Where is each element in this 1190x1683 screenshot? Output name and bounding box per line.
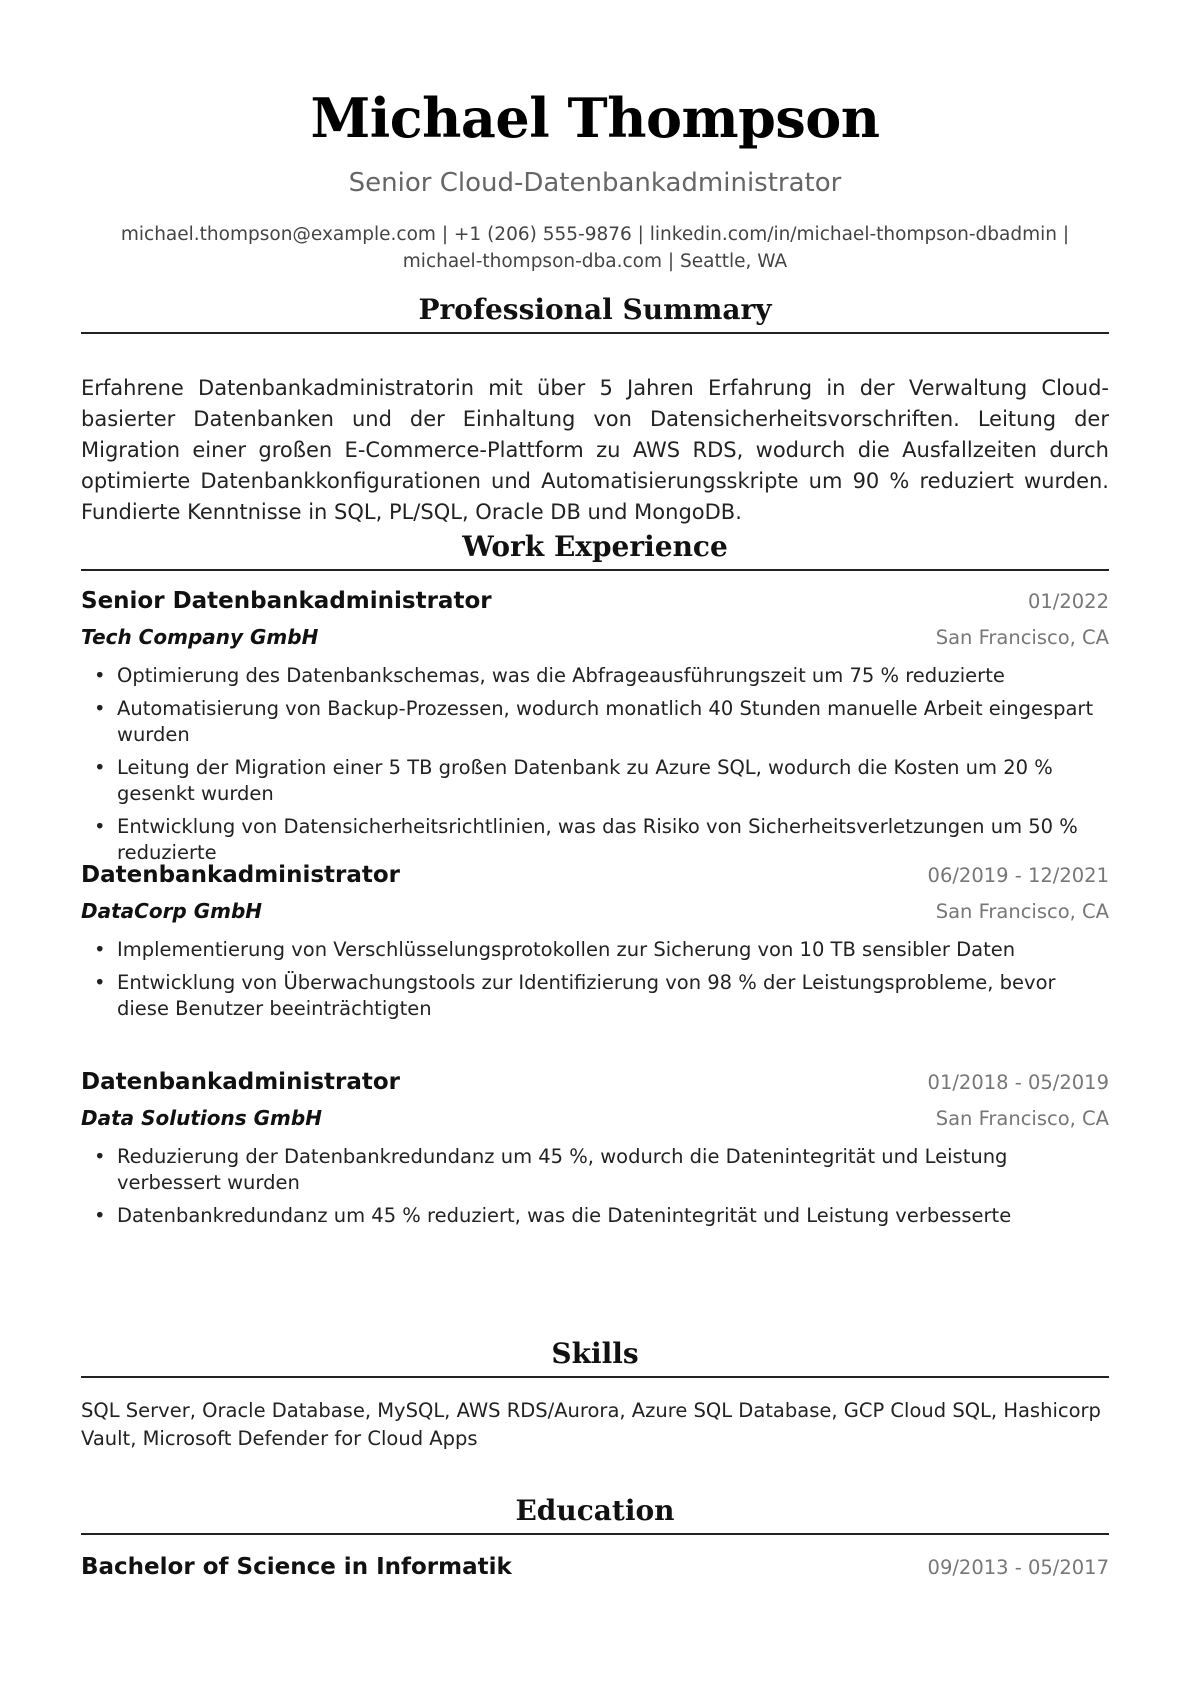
- headline: Senior Cloud-Datenbankadministrator: [348, 168, 842, 198]
- job-location: San Francisco, CA: [935, 900, 1109, 923]
- job-title: Datenbankadministrator: [81, 862, 401, 888]
- company-name: Data Solutions GmbH: [81, 1106, 322, 1130]
- company-name: Tech Company GmbH: [81, 625, 319, 649]
- section-heading-skills: Skills: [81, 1337, 1109, 1378]
- job-entry: [81, 1069, 1109, 1236]
- education-entry: [81, 1554, 1109, 1580]
- company-name: DataCorp GmbH: [81, 899, 263, 923]
- skills-text: SQL Server, Oracle Database, MySQL, AWS RDS/Aurora, Azure SQL Database, GCP Cloud SQL, Hashicorp Vault, Microsoft Defender for Cloud Apps: [81, 1399, 1101, 1450]
- degree-title: Bachelor of Science in Informatik: [81, 1554, 512, 1580]
- job-bullets: [81, 937, 1109, 1022]
- job-location: San Francisco, CA: [935, 626, 1109, 649]
- section-heading-education: Education: [81, 1494, 1109, 1535]
- job-bullets: [81, 663, 1109, 866]
- candidate-name: Michael Thompson: [310, 86, 880, 150]
- list-item: • Leitung der Migration einer 5 TB großen Datenbank zu Azure SQL, wodurch die Kosten um 20 % gesenkt wurden: [117, 755, 1109, 807]
- job-entry: [81, 862, 1109, 1029]
- contact-line: michael.thompson@example.com | +1 (206) 555-9876 | linkedin.com/in/michael-thompson-dbadmin |: [120, 224, 1070, 245]
- section-heading-experience: Work Experience: [81, 530, 1109, 571]
- job-date: 01/2022: [1027, 590, 1109, 613]
- job-bullets: [81, 1144, 1109, 1229]
- list-item: • Reduzierung der Datenbankredundanz um 45 %, wodurch die Datenintegrität und Leistung verbessert wurden: [117, 1144, 1109, 1196]
- job-title: Senior Datenbankadministrator: [81, 588, 492, 614]
- list-item: • Entwicklung von Überwachungstools zur Identifizierung von 98 % der Leistungsprobleme, bevor diese Benutzer beeinträchtigten: [117, 970, 1109, 1022]
- contact-line: michael-thompson-dba.com | Seattle, WA: [402, 251, 788, 272]
- contact-info: [100, 221, 1090, 275]
- job-date: 06/2019 - 12/2021: [927, 864, 1109, 887]
- list-item: • Optimierung des Datenbankschemas, was die Abfrageausführungszeit um 75 % reduzierte: [117, 663, 1109, 689]
- section-heading-summary: Professional Summary: [81, 293, 1109, 334]
- education-date: 09/2013 - 05/2017: [927, 1556, 1109, 1579]
- summary-text: Erfahrene Datenbankadministratorin mit über 5 Jahren Erfahrung in der Verwaltung Cloud-basierter Datenbanken und der Einhaltung von Datensicherheitsvorschriften. Leitung der Migration einer großen E-Commerce-Plattform zu AWS RDS, wodurch die Ausfallzeiten durch optimierte Datenbankkonfigurationen und Automatisierungsskripte um 90 % reduziert wurden. Fundierte Kenntnisse in SQL, PL/SQL, Oracle DB und MongoDB.: [81, 376, 1109, 524]
- job-entry: [81, 588, 1109, 873]
- list-item: • Implementierung von Verschlüsselungsprotokollen zur Sicherung von 10 TB sensibler Daten: [117, 937, 1109, 963]
- list-item: • Entwicklung von Datensicherheitsrichtlinien, was das Risiko von Sicherheitsverletzungen um 50 % reduzierte: [117, 814, 1109, 866]
- job-location: San Francisco, CA: [935, 1107, 1109, 1130]
- list-item: • Datenbankredundanz um 45 % reduziert, was die Datenintegrität und Leistung verbesserte: [117, 1203, 1109, 1229]
- list-item: • Automatisierung von Backup-Prozessen, wodurch monatlich 40 Stunden manuelle Arbeit eingespart wurden: [117, 696, 1109, 748]
- job-title: Datenbankadministrator: [81, 1069, 401, 1095]
- job-date: 01/2018 - 05/2019: [927, 1071, 1109, 1094]
